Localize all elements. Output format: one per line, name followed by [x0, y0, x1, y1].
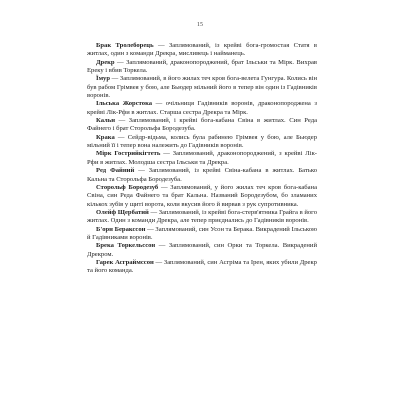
character-entry	[87, 134, 317, 151]
character-name: Їмур	[96, 75, 111, 83]
character-entry	[87, 259, 317, 276]
character-name: Крака	[96, 133, 115, 141]
character-description: — Заплямований, із крейві Свіна-кабана в житлах. Батько Кальна та Сторольфа Бородезуба.	[87, 167, 317, 183]
character-entry	[87, 242, 317, 259]
character-name: Кальн	[96, 117, 116, 125]
character-list	[87, 42, 317, 276]
character-name: Гарек Асграймссон	[96, 258, 154, 266]
character-entry	[87, 75, 317, 100]
character-name: Сторольф Бородезуб	[96, 183, 159, 191]
character-name: Ред Файний	[96, 167, 135, 175]
character-description: — Заплямований, із крейві бога-стерв'ятника Грайга в його житлах. Один з команди Дрекра, але тепер приєднались до Гадівників воронів.	[87, 208, 317, 225]
page-number: 15	[197, 22, 203, 28]
character-entry	[87, 226, 317, 243]
character-description: — Заплямований, драконопороджений, з крейві Лік-Рфи в житлах. Молодша сестра Ільськи та Дрекра.	[87, 150, 317, 166]
character-name: Мірк Гострийкігтеть	[96, 150, 161, 158]
character-entry	[87, 150, 317, 167]
character-entry	[87, 117, 317, 134]
character-name: Б'орн Бераксcон	[96, 225, 146, 233]
character-entry	[87, 184, 317, 209]
character-name: Олейф Щербатий	[96, 208, 149, 216]
character-description: — Заплямований, в його жилах теч кров бога-велета Гунгура. Колись він був рабом Грімвея у бою, але Бьюдер мільний його в тепер він один із Гадівників воронів.	[87, 75, 318, 100]
character-description: — Заплямований, і крейві бога-кабана Свіна в житлах. Син Реда Файнего і брат Сторольфа Бородезуба.	[87, 117, 317, 133]
character-description: — Заплямований, син Орки та Торкела. Викрадений Дрекром.	[87, 242, 317, 258]
character-entry	[87, 209, 317, 226]
character-description: — Заплямований, із крейві бога-громостая Статя в житлах, один з команди Дрекра, мисливець і найманець.	[87, 42, 317, 58]
character-name: Дрекр	[96, 58, 115, 66]
character-entry	[87, 42, 317, 59]
character-name: Ільська Жорстока	[96, 100, 153, 108]
character-entry	[87, 59, 317, 76]
character-description: — Заплямований, драконопороджений, брат Ільськи та Мірк. Вихрав Ереку і вбив Торкела.	[87, 58, 317, 75]
character-name: Брека Торкельссон	[96, 242, 156, 250]
character-entry	[87, 167, 317, 184]
character-description: — Заплямований, син Усон та Беракa. Викрадений Ільською й Гадівниками воронів.	[87, 225, 318, 241]
character-name: Брак Тролеборець	[96, 42, 154, 49]
character-description: — Сейдр-відьма, колись була рабинею Грімвея у бою, але Бьюдер мільний її і тепер вона належить до Гадівників воронів.	[87, 133, 317, 150]
character-entry	[87, 100, 317, 117]
character-description: — очільниця Гадівників воронів, драконопороджена з крейві Лік-Рфи в житлах. Старша сестра Дрекра та Мірк.	[87, 100, 318, 116]
character-description: — Заплямований, у його жилах теч кров бога-кабана Свіна, син Реда Файнего та брат Кальна. Названий Бородезубом, бо зламаних кількох зубів у щиті ворота, коли вкусив його й вирвав з рук супротивника.	[87, 183, 318, 208]
character-description: — Заплямований, син Асгріма та Ірен, яких убили Дрекр та його команда.	[87, 258, 317, 275]
